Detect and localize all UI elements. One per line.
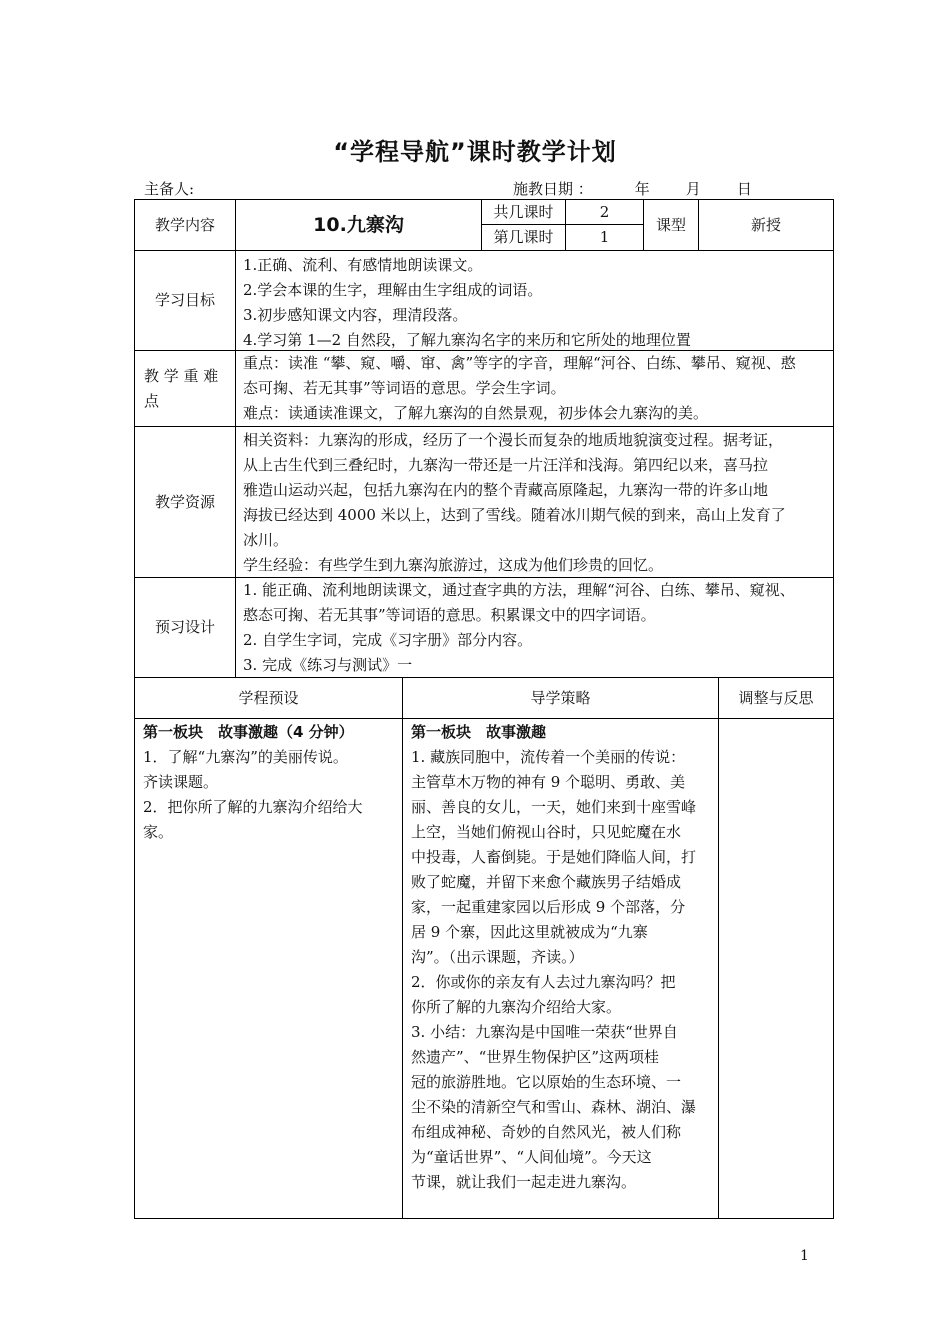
resource-line: 雅造山运动兴起，包括九寨沟在内的整个青藏高原隆起，九寨沟一带的许多山地 — [243, 481, 769, 499]
preview-line: 2. 自学生字词，完成《习字册》部分内容。 — [243, 631, 533, 649]
keypoints-label: 教 学 重 难 点 — [144, 367, 219, 410]
strategy-line: 节课，就让我们一起走进九寨沟。 — [411, 1173, 637, 1191]
resource-line: 从上古生代到三叠纪时，九寨沟一带还是一片汪洋和浅海。第四纪以来，喜马拉 — [243, 456, 769, 474]
day-label: 日 — [736, 180, 752, 198]
resource-line: 海拔已经达到 4000 米以上，达到了雪线。随着冰川期气候的到来，高山上发育了 — [243, 506, 786, 524]
strategy-line: 尘不染的清新空气和雪山、森林、湖泊、瀑 — [411, 1098, 697, 1116]
month-label: 月 — [685, 180, 701, 198]
lesson-title: 10.九寨沟 — [313, 213, 404, 236]
strategy-line: 中投毒，人畜倒毙。于是她们降临人间，打 — [411, 848, 697, 866]
section-heading: 第一板块 故事激趣 — [411, 723, 547, 741]
strategy-line: 上空，当她们俯视山谷时，只见蛇魔在水 — [411, 823, 682, 841]
strategy-line: 败了蛇魔，并留下来愈个藏族男子结婚成 — [411, 873, 682, 891]
preview-line: 3. 完成《练习与测试》一 — [243, 656, 413, 674]
date-label: 施教日期 ： — [513, 180, 593, 198]
plan-line: 2．把你所了解的九寨沟介绍给大 — [143, 798, 363, 816]
preview-line: 1. 能正确、流利地朗读课文，通过查字典的方法，理解“河谷、白练、攀吊、窥视、 — [243, 581, 795, 599]
column-header-plan: 学程预设 — [238, 688, 299, 707]
strategy-line: 主管草木万物的神有 9 个聪明、勇敢、美 — [411, 773, 686, 791]
strategy-line: 你所了解的九寨沟介绍给大家。 — [411, 998, 622, 1016]
goal-line: 1.正确、流利、有感情地朗读课文。 — [243, 256, 483, 274]
plan-line: 家。 — [143, 823, 174, 841]
strategy-line: 家，一起重建家园以后形成 9 个部落，分 — [411, 898, 686, 916]
goal-line: 2.学会本课的生字，理解由生字组成的词语。 — [243, 281, 543, 299]
resources-label: 教学资源 — [154, 492, 215, 511]
content-label: 教学内容 — [154, 215, 215, 234]
type-value: 新授 — [750, 215, 781, 234]
plan-line: 1．了解“九寨沟”的美丽传说。 — [143, 748, 348, 766]
strategy-line: 为“童话世界”、“人间仙境”。今天这 — [411, 1148, 652, 1166]
strategy-line: 然遗产”、“世界生物保护区”这两项桂 — [411, 1048, 660, 1066]
resources-content — [243, 428, 831, 578]
keypoint-line: 难点：读通读准课文，了解九寨沟的自然景观，初步体会九寨沟的美。 — [243, 404, 709, 422]
section-heading: 第一板块 故事激趣（4 分钟） — [143, 723, 354, 741]
resource-line: 相关资料：九寨沟的形成，经历了一个漫长而复杂的地质地貌演变过程。据考证， — [243, 431, 784, 449]
resource-line: 冰川。 — [243, 531, 289, 549]
current-period-value: 1 — [599, 228, 610, 246]
strategy-line: 居 9 个寨，因此这里就被成为“九寨 — [411, 923, 648, 941]
total-periods-value: 2 — [599, 202, 610, 221]
preparer-label: 主备人: — [144, 180, 195, 198]
keypoints-content — [243, 351, 831, 426]
strategy-line: 丽、善良的女儿，一天，她们来到十座雪峰 — [411, 798, 697, 816]
type-label: 课型 — [655, 215, 686, 234]
column-header-reflection: 调整与反思 — [738, 688, 814, 707]
section1-strategy — [411, 720, 716, 1195]
section1-plan — [143, 720, 399, 845]
goal-line: 4.学习第 1—2 自然段，了解九寨沟名字的来历和它所处的地理位置 — [243, 331, 691, 349]
preview-label: 预习设计 — [154, 618, 215, 636]
plan-line: 齐读课题。 — [143, 773, 219, 791]
year-label: 年 — [634, 180, 650, 198]
goals-content — [243, 253, 831, 353]
strategy-line: 1. 藏族同胞中，流传着一个美丽的传说： — [411, 748, 686, 766]
total-periods-label: 共几课时 — [493, 202, 554, 221]
strategy-line: 沟”。（出示课题，齐读。） — [411, 948, 584, 966]
keypoint-line: 态可掬、若无其事”等词语的意思。学会生字词。 — [243, 379, 566, 397]
goal-line: 3.初步感知课文内容，理清段落。 — [243, 306, 468, 324]
page-title: “学程导航”课时教学计划 — [333, 138, 617, 166]
strategy-line: 冠的旅游胜地。它以原始的生态环境、一 — [411, 1073, 682, 1091]
preview-line: 憨态可掬、若无其事”等词语的意思。积累课文中的四字词语。 — [243, 606, 656, 624]
strategy-line: 3. 小结：九寨沟是中国唯一荣获“世界自 — [411, 1023, 678, 1041]
column-header-strategy: 导学策略 — [530, 688, 591, 707]
strategy-line: 2．你或你的亲友有人去过九寨沟吗？把 — [411, 973, 676, 991]
current-period-label: 第几课时 — [493, 228, 554, 246]
teaching-date — [513, 178, 752, 199]
keypoint-line: 重点：读准 “攀、窥、嚼、窜、禽”等字的字音，理解“河谷、白练、攀吊、窥视、憨 — [243, 354, 796, 372]
strategy-line: 布组成神秘、奇妙的自然风光，被人们称 — [411, 1123, 682, 1141]
goals-label: 学习目标 — [154, 291, 215, 309]
resource-line: 学生经验：有些学生到九寨沟旅游过，这成为他们珍贵的回忆。 — [243, 556, 664, 574]
preview-content — [243, 578, 831, 678]
page-number: 1 — [800, 1248, 809, 1264]
